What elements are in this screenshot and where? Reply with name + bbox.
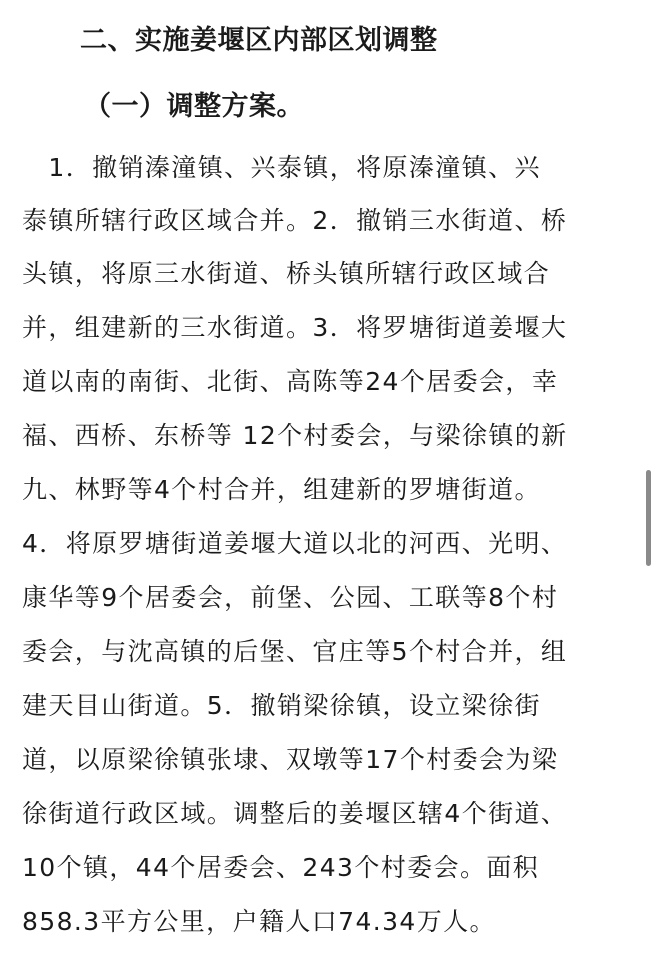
body-line: 并，组建新的三水街道。3．将罗塘街道姜堰大 [22,313,568,342]
section-heading: 二、实施姜堰区内部区划调整 [80,25,438,56]
body-line: 858.3平方公里，户籍人口74.34万人。 [22,907,496,936]
body-line: 头镇，将原三水街道、桥头镇所辖行政区域合 [22,259,551,288]
body-line: 道，以原梁徐镇张埭、双墩等17个村委会为梁 [22,745,559,774]
body-line: 康华等9个居委会，前堡、公园、工联等8个村 [22,583,559,612]
body-line: 道以南的南街、北街、高陈等24个居委会，幸 [22,367,559,396]
body-line: 泰镇所辖行政区域合并。2．撤销三水街道、桥 [22,206,568,235]
body-line: 委会，与沈高镇的后堡、官庄等5个村合并，组 [22,637,568,666]
body-line: 徐街道行政区域。调整后的姜堰区辖4个街道、 [22,799,568,828]
body-line: 4．将原罗塘街道姜堰大道以北的河西、光明、 [22,529,568,558]
scrollbar-thumb[interactable] [646,470,651,566]
body-line: 福、西桥、东桥等 12个村委会，与梁徐镇的新 [22,421,568,450]
subsection-heading: （一）调整方案。 [84,91,304,122]
body-line: 九、林野等4个村合并，组建新的罗塘街道。 [22,475,541,504]
body-line: 建天目山街道。5．撤销梁徐镇，设立梁徐街 [22,691,541,720]
body-line: 1．撤销溱潼镇、兴泰镇，将原溱潼镇、兴 [22,153,541,182]
body-line: 10个镇，44个居委会、243个村委会。面积 [22,853,540,882]
